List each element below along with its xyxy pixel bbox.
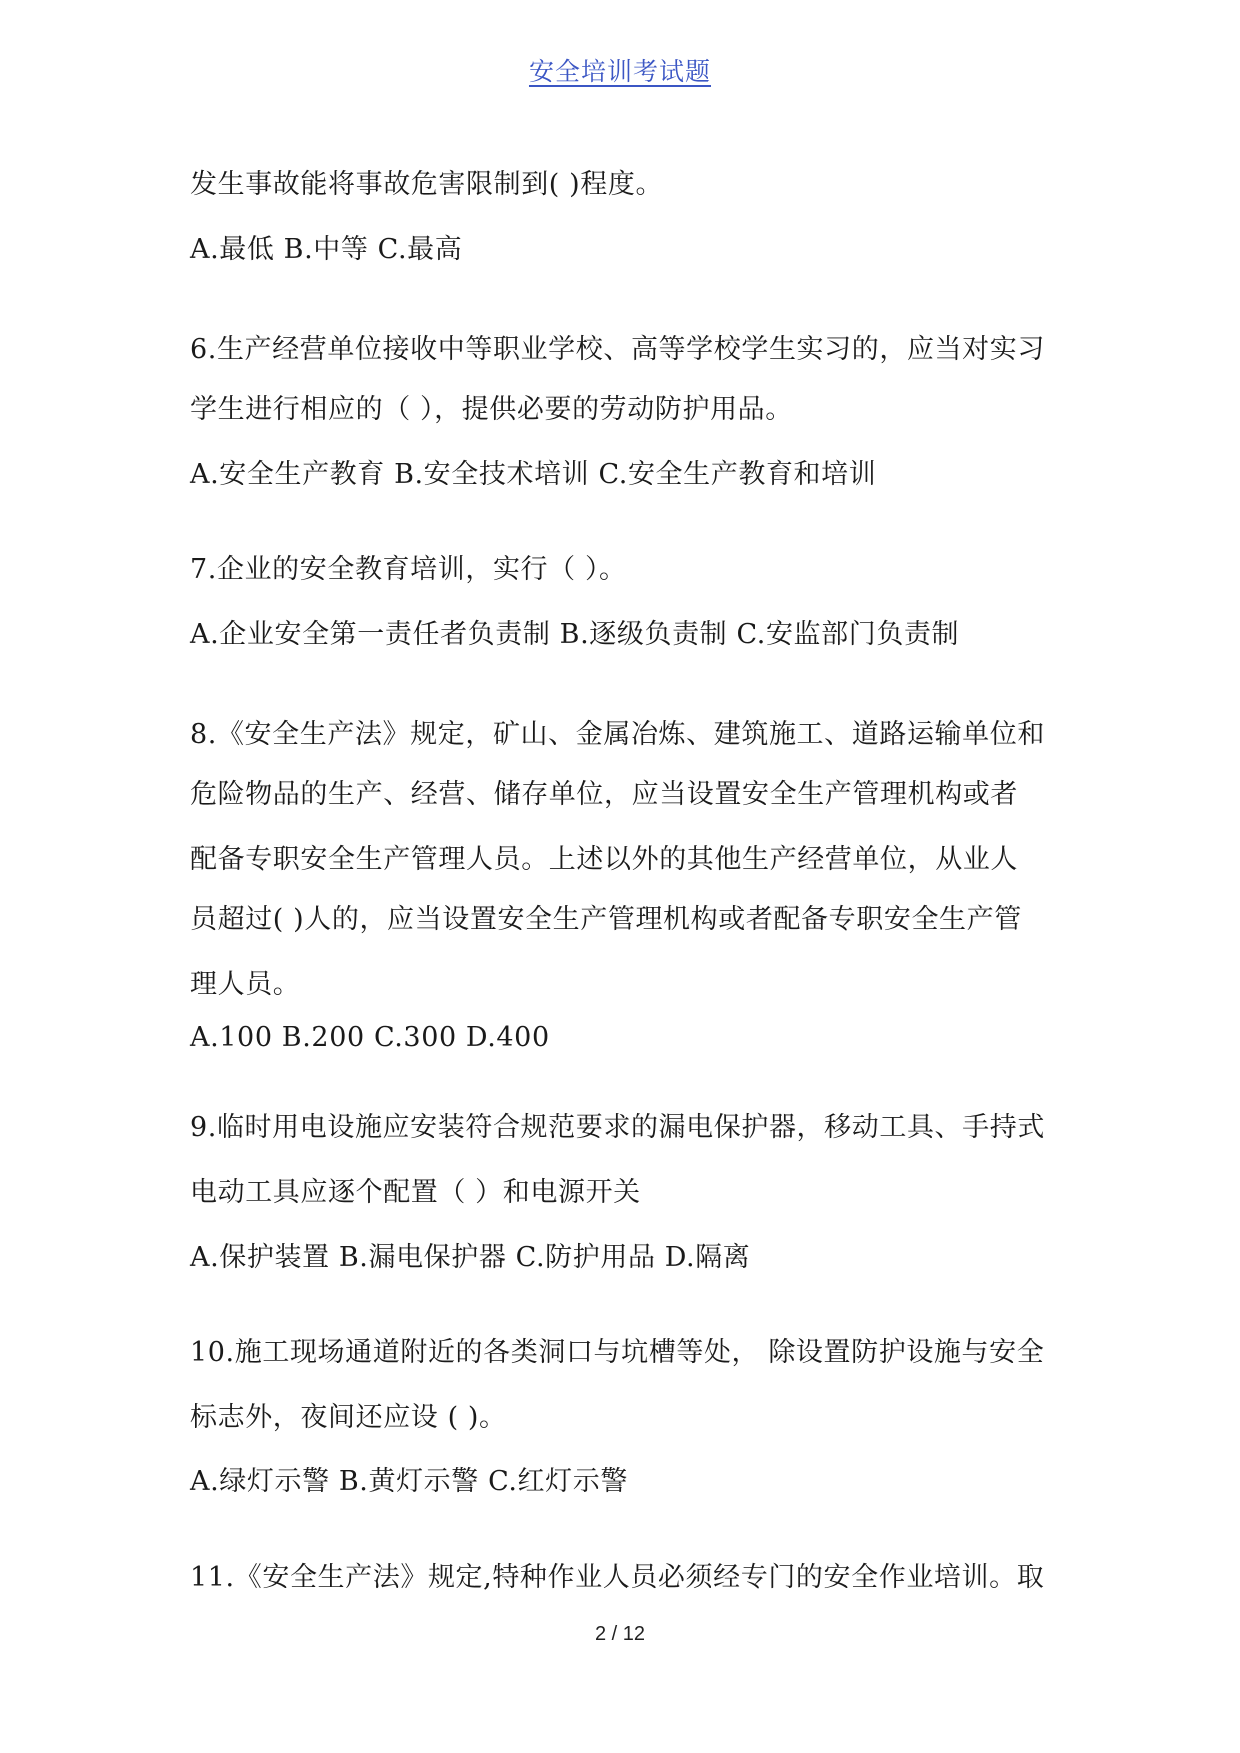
question-6-options: A.安全生产教育 B.安全技术培训 C.安全生产教育和培训 [190, 459, 877, 490]
question-8-stem-line-1: 8.《安全生产法》规定，矿山、金属冶炼、建筑施工、道路运输单位和 [190, 719, 1045, 750]
question-5-options: A.最低 B.中等 C.最高 [190, 234, 463, 265]
question-10-stem-line-1: 10.施工现场通道附近的各类洞口与坑槽等处， 除设置防护设施与安全 [190, 1337, 1045, 1368]
question-8-stem-line-2: 危险物品的生产、经营、储存单位，应当设置安全生产管理机构或者 [190, 779, 1018, 810]
question-7-stem: 7.企业的安全教育培训，实行（ ）。 [190, 554, 627, 585]
question-6-stem-line-1: 6.生产经营单位接收中等职业学校、高等学校学生实习的，应当对实习 [190, 334, 1045, 365]
question-8-stem-line-5: 理人员。 [190, 969, 301, 1000]
document-header-title: 安全培训考试题 [528, 57, 711, 86]
page-indicator: 2 / 12 [594, 1623, 646, 1645]
question-5-stem-continuation: 发生事故能将事故危害限制到( )程度。 [190, 169, 664, 200]
question-8-options: A.100 B.200 C.300 D.400 [190, 1022, 550, 1053]
question-8-stem-line-4: 员超过( )人的，应当设置安全生产管理机构或者配备专职安全生产管 [190, 904, 1022, 935]
question-9-options: A.保护装置 B.漏电保护器 C.防护用品 D.隔离 [190, 1242, 751, 1273]
question-8-stem-line-3: 配备专职安全生产管理人员。上述以外的其他生产经营单位，从业人 [190, 844, 1018, 875]
question-10-options: A.绿灯示警 B.黄灯示警 C.红灯示警 [190, 1466, 628, 1497]
question-11-stem-line-1: 11.《安全生产法》规定,特种作业人员必须经专门的安全作业培训。取 [190, 1562, 1045, 1593]
question-9-stem-line-1: 9.临时用电设施应安装符合规范要求的漏电保护器，移动工具、手持式 [190, 1112, 1045, 1143]
question-10-stem-line-2: 标志外，夜间还应设 ( )。 [190, 1402, 507, 1433]
question-9-stem-line-2: 电动工具应逐个配置（ ）和电源开关 [190, 1177, 641, 1208]
question-6-stem-line-2: 学生进行相应的（ ），提供必要的劳动防护用品。 [190, 394, 793, 425]
question-7-options: A.企业安全第一责任者负责制 B.逐级负责制 C.安监部门负责制 [190, 619, 960, 650]
